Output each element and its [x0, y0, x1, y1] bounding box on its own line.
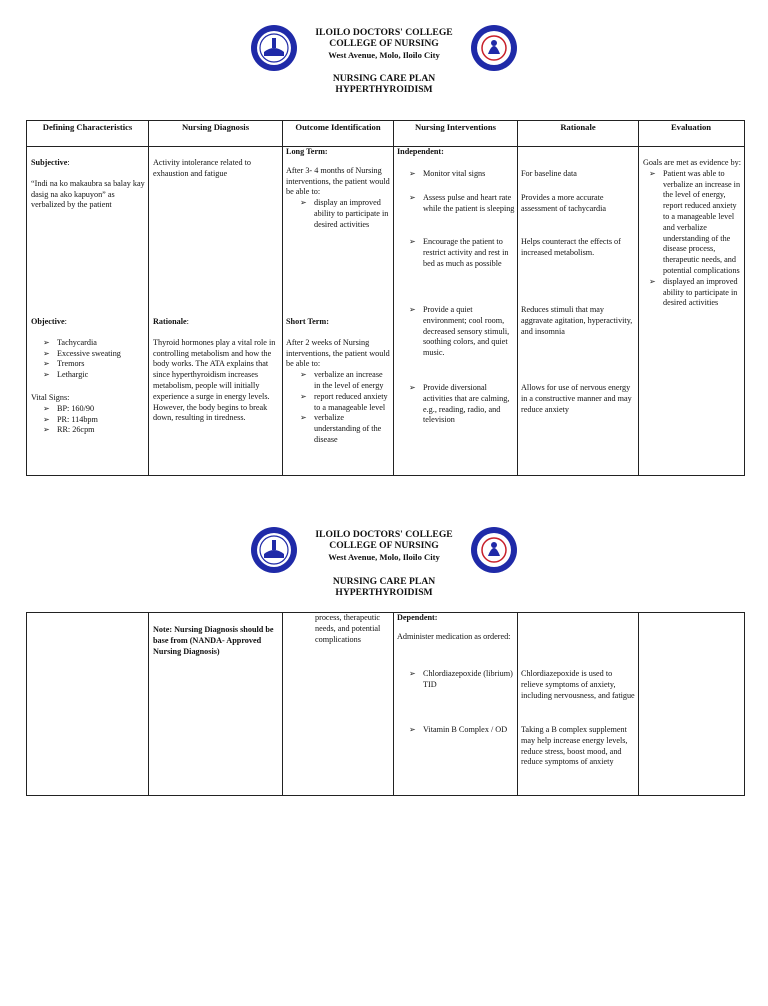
independent-label: Independent: — [397, 147, 444, 156]
header-nursing-diagnosis: Nursing Diagnosis — [181, 122, 250, 132]
evaluation-list — [647, 169, 742, 309]
school-address: West Avenue, Molo, Iloilo City — [328, 49, 440, 60]
nursing-seal-icon — [470, 526, 518, 574]
list-item: ➢ RR: 26cpm — [41, 425, 145, 436]
letterhead-text — [300, 530, 468, 562]
rationale-item-3: Helps counteract the effects of increased metabolism. — [521, 237, 621, 257]
subjective-label: Subjective — [31, 158, 68, 167]
school-address: West Avenue, Molo, Iloilo City — [328, 551, 440, 562]
header-evaluation: Evaluation — [670, 122, 712, 132]
rationale-item-2: Provides a more accurate assessment of tachycardia — [521, 193, 607, 213]
objective-label: Objective — [31, 317, 65, 326]
dependent-block — [397, 613, 515, 643]
list-item: ➢ report reduced anxiety to a manageable level — [298, 392, 390, 414]
header-rationale: Rationale — [560, 122, 596, 132]
care-plan-table-2 — [26, 612, 745, 796]
dependent-rationale-2: Taking a B complex supplement may help increase energy levels, reduce stress, boost mood, and reduce symptoms of anxiety — [521, 725, 628, 767]
intervention-item-3: ➢ Encourage the patient to restrict activity and rest in bed as much as possible — [407, 237, 515, 269]
diagnosis-rationale-label: Rationale — [153, 317, 187, 326]
subjective-quote: “Indi na ko makaubra sa balay kay dasig na ako kapuyon” as verbalized by the patient — [31, 178, 145, 210]
intervention-item-2: ➢ Assess pulse and heart rate while the patient is sleeping — [407, 193, 515, 215]
college-seal-icon — [250, 24, 298, 72]
vital-signs-list — [41, 404, 145, 436]
nursing-seal-icon — [470, 24, 518, 72]
dependent-text: Administer medication as ordered: — [397, 631, 511, 641]
short-term-text: After 2 weeks of Nursing interventions, the patient would be able to: — [286, 337, 390, 369]
care-plan-table-1 — [26, 120, 745, 476]
title-line-2: HYPERTHYROIDISM — [335, 84, 433, 95]
rationale-item-1: For baseline data — [521, 169, 577, 178]
list-item: ➢ verbalize an increase in the level of energy — [298, 370, 390, 392]
title-line-1: NURSING CARE PLAN — [332, 73, 436, 84]
intervention-item-4: ➢ Provide a quiet environment; cool room, decreased sensory stimuli, soothing colors, and quiet music. — [407, 305, 515, 359]
objective-list — [41, 338, 145, 381]
list-item: ➢ Tremors — [41, 359, 145, 370]
dependent-item-2: ➢ Vitamin B Complex / OD — [407, 725, 515, 736]
diagnosis-rationale-block: Rationale: Thyroid hormones play a vital role in controlling metabolism and how the body works. The ATA explains that since hyperthyroidism increases metabolism, people will initially experience a surge in energy levels. However, the body begins to break down, resulting in tiredness. — [153, 317, 279, 424]
evaluation-intro: Goals are met as evidence by: — [643, 158, 741, 167]
short-term-continued: process, therapeutic needs, and potential complications — [315, 613, 381, 644]
objective-block: Objective: ➢ Tachycardia ➢ Excessive sweating ➢ Tremors ➢ Lethargic Vital Signs: ➢ BP: 160/90 ➢ PR: 114bpm ➢ RR: 26cpm — [31, 317, 145, 436]
title-line-1: NURSING CARE PLAN — [332, 576, 436, 587]
list-item: ➢ BP: 160/90 — [41, 404, 145, 415]
header-outcome-identification: Outcome Identification — [295, 122, 381, 132]
list-item: ➢ Tachycardia — [41, 338, 145, 349]
list-item: ➢ display an improved ability to participate in desired activities — [298, 198, 390, 230]
dependent-rationale-1: Chlordiazepoxide is used to relieve symptoms of anxiety, including nervousness, and fatigue — [521, 669, 635, 700]
page-1 — [0, 0, 768, 500]
short-term-list — [298, 370, 390, 446]
list-item: ➢ verbalize understanding of the disease — [298, 413, 390, 445]
diagnosis-note: Note: Nursing Diagnosis should be base from (NANDA- Approved Nursing Diagnosis) — [153, 625, 274, 656]
list-item: ➢ displayed an improved ability to participate in desired activities — [647, 277, 742, 309]
college-seal-icon — [250, 526, 298, 574]
intervention-item-1: ➢ Monitor vital signs — [407, 169, 515, 180]
long-term-text: After 3- 4 months of Nursing interventions, the patient would be able to: — [286, 165, 390, 197]
list-item: ➢ PR: 114bpm — [41, 415, 145, 426]
college-name: ILOILO DOCTORS' COLLEGE — [315, 529, 453, 540]
subjective-block: Subjective: “Indi na ko makaubra sa balay kay dasig na ako kapuyon” as verbalized by the patient — [31, 158, 145, 210]
school-name: COLLEGE OF NURSING — [329, 539, 439, 551]
school-name: COLLEGE OF NURSING — [329, 37, 439, 49]
document-title — [0, 576, 768, 598]
long-term-label: Long Term: — [286, 147, 328, 156]
rationale-item-4: Reduces stimuli that may aggravate agitation, hyperactivity, and insomnia — [521, 305, 633, 336]
diagnosis-rationale-text: Thyroid hormones play a vital role in controlling metabolism and how the body works. The ATA explains that since hyperthyroidism increases metabolism, people will initially experience a surge in energy levels. However, the body begins to break down, resulting in tiredness. — [153, 337, 276, 423]
header-nursing-interventions: Nursing Interventions — [415, 122, 496, 132]
letterhead-text — [300, 28, 468, 60]
long-term-list — [298, 198, 390, 230]
intervention-item-5: ➢ Provide diversional activities that are calming, e.g., reading, radio, and television — [407, 383, 515, 426]
list-item: ➢ Lethargic — [41, 370, 145, 381]
rationale-item-5: Allows for use of nervous energy in a constructive manner and may reduce anxiety — [521, 383, 632, 414]
letterhead — [0, 24, 768, 80]
list-item: ➢ Patient was able to verbalize an increase in the level of energy, report reduced anxiety to a manageable level and verbalize understanding of the disease process, therapeutic needs, and potential complications — [647, 169, 742, 277]
long-term-block — [286, 147, 390, 231]
evaluation-block — [643, 158, 742, 309]
dependent-item-1: ➢ Chlordiazepoxide (librium) TID — [407, 669, 515, 691]
document-title — [0, 73, 768, 95]
header-defining-characteristics: Defining Characteristics — [42, 122, 133, 132]
short-term-label: Short Term: — [286, 317, 329, 326]
list-item: ➢ Excessive sweating — [41, 349, 145, 360]
title-line-2: HYPERTHYROIDISM — [335, 587, 433, 598]
short-term-block — [286, 317, 390, 446]
page-2 — [0, 500, 768, 810]
college-name: ILOILO DOCTORS' COLLEGE — [315, 27, 453, 38]
dependent-label: Dependent: — [397, 613, 438, 622]
diagnosis-text: Activity intolerance related to exhaustion and fatigue — [153, 158, 251, 178]
letterhead — [0, 526, 768, 582]
vital-signs-label: Vital Signs: — [31, 392, 70, 402]
